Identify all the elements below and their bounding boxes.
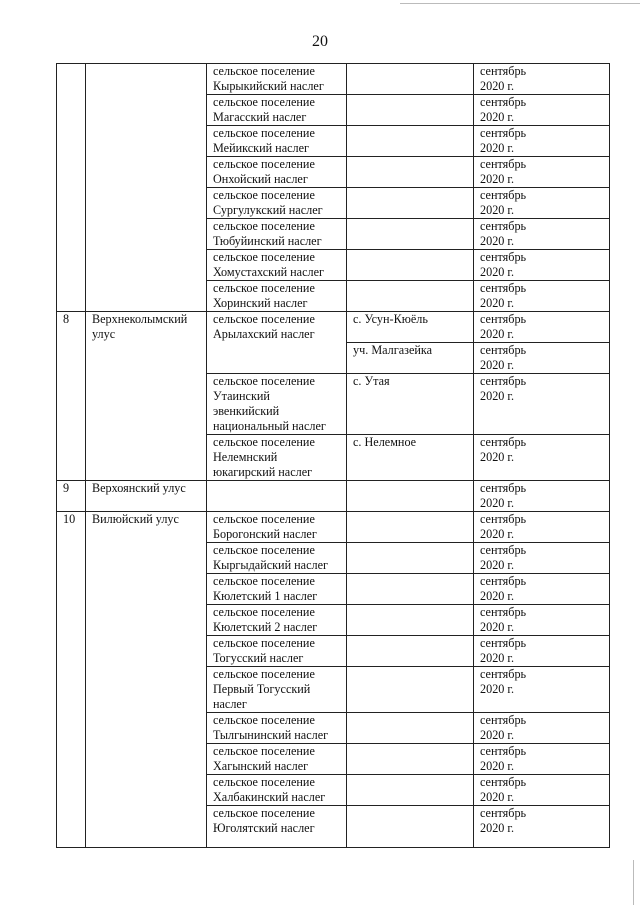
scan-artifact xyxy=(400,3,640,4)
settlement-cell: сельское поселение Кырыкийский наслег xyxy=(207,64,347,95)
locality-cell xyxy=(347,543,474,574)
settlement-cell: сельское поселение Кюлетский 1 наслег xyxy=(207,574,347,605)
date-cell: сентябрь 2020 г. xyxy=(474,219,610,250)
locality-cell: уч. Малгазейка xyxy=(347,343,474,374)
locality-cell xyxy=(347,667,474,713)
locality-cell xyxy=(347,806,474,848)
settlement-cell: сельское поселение Утаинский эвенкийский национальный наслег xyxy=(207,374,347,435)
settlement-cell: сельское поселение Тогусский наслег xyxy=(207,636,347,667)
settlement-cell: сельское поселение Магасский наслег xyxy=(207,95,347,126)
date-cell: сентябрь 2020 г. xyxy=(474,188,610,219)
settlement-cell: сельское поселение Халбакинский наслег xyxy=(207,775,347,806)
date-cell: сентябрь 2020 г. xyxy=(474,343,610,374)
date-cell: сентябрь 2020 г. xyxy=(474,435,610,481)
locality-cell xyxy=(347,512,474,543)
date-cell: сентябрь 2020 г. xyxy=(474,126,610,157)
settlement-cell: сельское поселение Мейикский наслег xyxy=(207,126,347,157)
locality-cell xyxy=(347,281,474,312)
date-cell: сентябрь 2020 г. xyxy=(474,543,610,574)
settlement-cell: сельское поселение Тюбуйинский наслег xyxy=(207,219,347,250)
date-cell: сентябрь 2020 г. xyxy=(474,806,610,848)
settlement-cell: сельское поселение Юголятский наслег xyxy=(207,806,347,848)
district-cell: Верхоянский улус xyxy=(86,481,207,512)
settlement-cell: сельское поселение Кюлетский 2 наслег xyxy=(207,605,347,636)
locality-cell xyxy=(347,775,474,806)
date-cell: сентябрь 2020 г. xyxy=(474,636,610,667)
table-row xyxy=(57,312,610,343)
settlement-cell: сельское поселение Хагынский наслег xyxy=(207,744,347,775)
document-table xyxy=(56,63,610,848)
table-row xyxy=(57,512,610,543)
date-cell: сентябрь 2020 г. xyxy=(474,605,610,636)
locality-cell: с. Усун-Кюёль xyxy=(347,312,474,343)
locality-cell xyxy=(347,605,474,636)
locality-cell xyxy=(347,481,474,512)
locality-cell xyxy=(347,713,474,744)
settlement-cell xyxy=(207,481,347,512)
date-cell: сентябрь 2020 г. xyxy=(474,281,610,312)
date-cell: сентябрь 2020 г. xyxy=(474,95,610,126)
locality-cell xyxy=(347,126,474,157)
settlement-cell: сельское поселение Онхойский наслег xyxy=(207,157,347,188)
date-cell: сентябрь 2020 г. xyxy=(474,374,610,435)
date-cell: сентябрь 2020 г. xyxy=(474,667,610,713)
district-cell xyxy=(86,64,207,312)
date-cell: сентябрь 2020 г. xyxy=(474,250,610,281)
locality-cell xyxy=(347,95,474,126)
row-number-cell: 9 xyxy=(57,481,86,512)
row-number-cell: 10 xyxy=(57,512,86,848)
settlement-cell: сельское поселение Сургулукский наслег xyxy=(207,188,347,219)
locality-cell xyxy=(347,157,474,188)
date-cell: сентябрь 2020 г. xyxy=(474,713,610,744)
date-cell: сентябрь 2020 г. xyxy=(474,312,610,343)
row-number-cell: 8 xyxy=(57,312,86,481)
date-cell: сентябрь 2020 г. xyxy=(474,64,610,95)
date-cell: сентябрь 2020 г. xyxy=(474,775,610,806)
locality-cell xyxy=(347,636,474,667)
locality-cell xyxy=(347,219,474,250)
date-cell: сентябрь 2020 г. xyxy=(474,574,610,605)
date-cell: сентябрь 2020 г. xyxy=(474,744,610,775)
locality-cell xyxy=(347,574,474,605)
settlement-cell: сельское поселение Нелемнский юкагирский наслег xyxy=(207,435,347,481)
locality-cell: с. Нелемное xyxy=(347,435,474,481)
locality-cell xyxy=(347,744,474,775)
table-row xyxy=(57,481,610,512)
date-cell: сентябрь 2020 г. xyxy=(474,481,610,512)
row-number-cell xyxy=(57,64,86,312)
locality-cell xyxy=(347,64,474,95)
date-cell: сентябрь 2020 г. xyxy=(474,512,610,543)
locality-cell xyxy=(347,188,474,219)
scan-artifact xyxy=(633,860,634,905)
district-cell: Верхнеколымский улус xyxy=(86,312,207,481)
locality-cell xyxy=(347,250,474,281)
settlement-cell: сельское поселение Хомустахский наслег xyxy=(207,250,347,281)
table-row xyxy=(57,64,610,95)
locality-cell: с. Утая xyxy=(347,374,474,435)
page-number: 20 xyxy=(312,33,328,50)
date-cell: сентябрь 2020 г. xyxy=(474,157,610,188)
district-cell: Вилюйский улус xyxy=(86,512,207,848)
settlement-cell: сельское поселение Первый Тогусский наслег xyxy=(207,667,347,713)
settlement-cell: сельское поселение Кыргыдайский наслег xyxy=(207,543,347,574)
settlement-cell: сельское поселение Тылгынинский наслег xyxy=(207,713,347,744)
settlement-cell: сельское поселение Борогонский наслег xyxy=(207,512,347,543)
settlement-cell: сельское поселение Арылахский наслег xyxy=(207,312,347,374)
settlement-cell: сельское поселение Хоринский наслег xyxy=(207,281,347,312)
